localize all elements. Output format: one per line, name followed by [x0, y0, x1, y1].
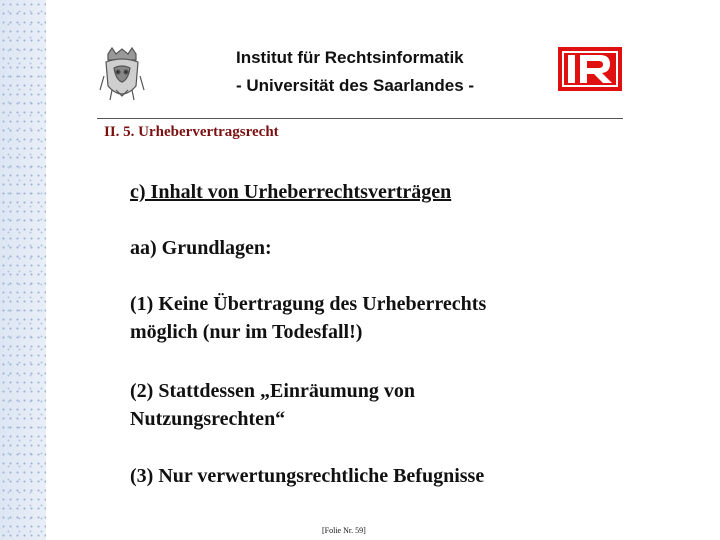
- decorative-side-strip: [0, 0, 46, 540]
- slide-heading: c) Inhalt von Urheberrechtsverträgen: [130, 181, 452, 203]
- list-item: [130, 462, 484, 490]
- subheading: [130, 234, 272, 262]
- list-item: [130, 377, 415, 433]
- list-item-line: (2) Stattdessen „Einräumung von: [130, 380, 416, 402]
- list-item-line: möglich (nur im Todesfall!): [130, 321, 363, 343]
- university-subtitle: - Universität des Saarlandes -: [236, 76, 475, 95]
- university-crest-icon: [98, 46, 146, 104]
- header-divider: [97, 118, 623, 119]
- slide-number: [Folie Nr. 59]: [322, 526, 366, 535]
- subheading-text: aa) Grundlagen:: [130, 237, 272, 259]
- list-item-line: (3) Nur verwertungsrechtliche Befugnisse: [130, 465, 485, 487]
- section-label: II. 5. Urhebervertragsrecht: [104, 124, 279, 140]
- ifr-logo-icon: [558, 47, 622, 91]
- institute-title: Institut für Rechtsinformatik: [236, 48, 464, 67]
- list-item: [130, 290, 486, 346]
- list-item-line: (1) Keine Übertragung des Urheberrechts: [130, 293, 487, 315]
- list-item-line: Nutzungsrechten“: [130, 408, 286, 430]
